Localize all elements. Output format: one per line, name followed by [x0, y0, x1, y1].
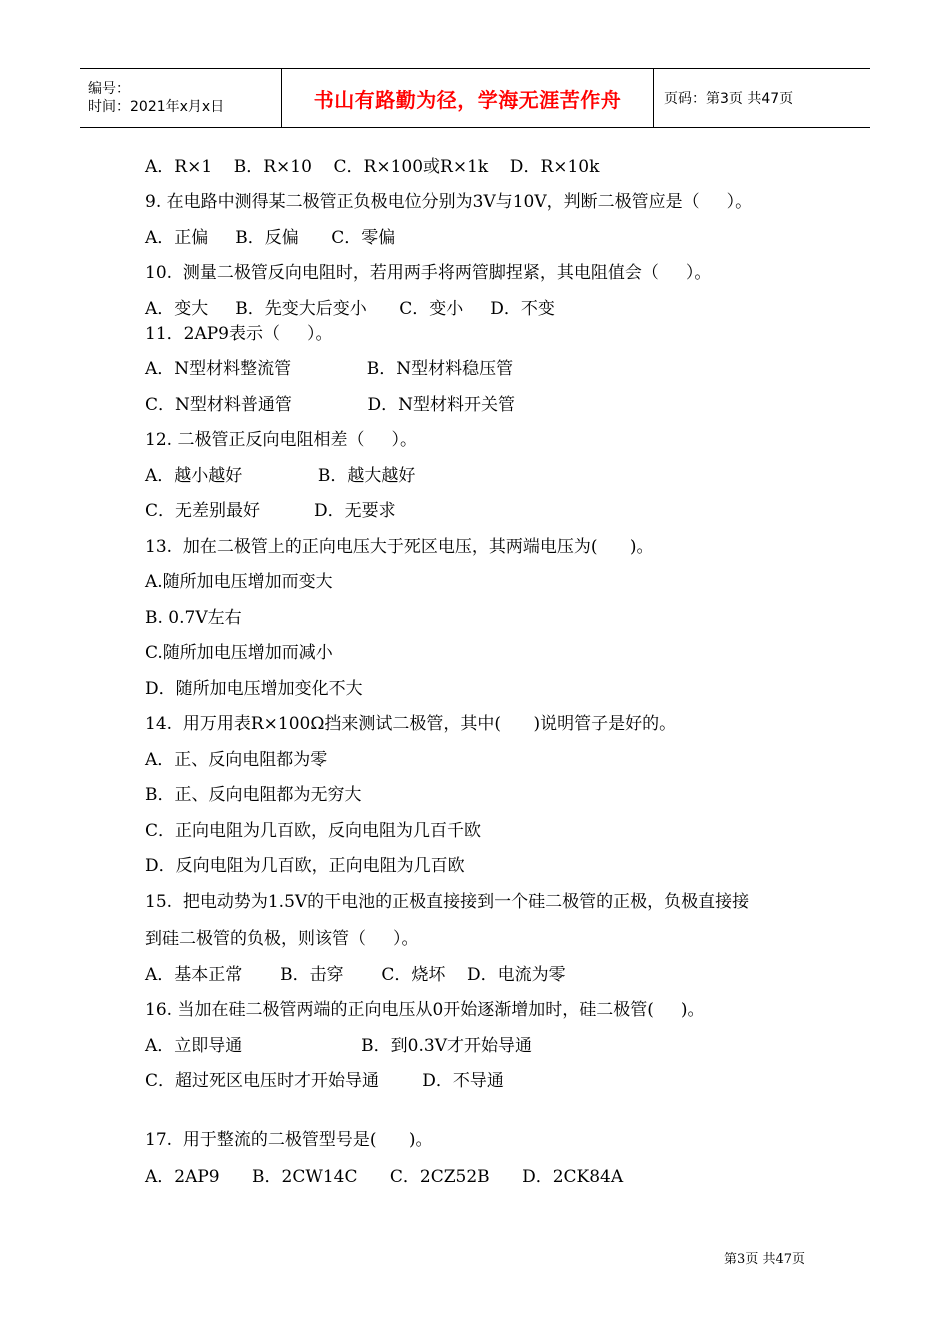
- text-line: 12. 二极管正反向电阻相差（ ）。: [145, 430, 417, 450]
- text-line: C．正向电阻为几百欧，反向电阻为几百千欧: [145, 821, 482, 841]
- text-line: A．基本正常 B．击穿 C．烧坏 D．电流为零: [145, 965, 566, 985]
- text-line: C．超过死区电压时才开始导通 D．不导通: [145, 1071, 504, 1091]
- text-line: A．变大 B．先变大后变小 C．变小 D．不变: [145, 299, 555, 319]
- page-header: [80, 68, 870, 128]
- text-line: 10. 测量二极管反向电阻时，若用两手将两管脚捏紧，其电阻值会（ ）。: [145, 263, 712, 283]
- text-line: A．正、反向电阻都为零: [145, 750, 328, 770]
- text-line: 16. 当加在硅二极管两端的正向电压从0开始逐渐增加时，硅二极管( )。: [145, 1000, 705, 1020]
- text-line: 9. 在电路中测得某二极管正负极电位分别为3V与10V，判断二极管应是（ ）。: [145, 192, 753, 212]
- text-line: A．正偏 B．反偏 C．零偏: [145, 228, 396, 248]
- text-line: 14. 用万用表R×100Ω挡来测试二极管，其中( )说明管子是好的。: [145, 714, 677, 734]
- text-line: B. 0.7V左右: [145, 608, 242, 628]
- text-line: 17. 用于整流的二极管型号是( )。: [145, 1130, 433, 1150]
- header-meta: [80, 69, 282, 127]
- text-line: 13. 加在二极管上的正向电压大于死区电压，其两端电压为( )。: [145, 537, 654, 557]
- serial-number-label: 编号：: [88, 81, 130, 97]
- text-line: D．反向电阻为几百欧，正向电阻为几百欧: [145, 856, 465, 876]
- text-line: A．R×1 B．R×10 C．R×100或R×1k D．R×10k: [145, 157, 600, 177]
- text-line: C．无差别最好 D．无要求: [145, 501, 396, 521]
- text-line: A．2AP9 B．2CW14C C．2CZ52B D．2CK84A: [145, 1167, 624, 1187]
- text-line: 到硅二极管的负极，则该管（ ）。: [145, 929, 419, 949]
- text-line: C．N型材料普通管 D．N型材料开关管: [145, 395, 516, 415]
- text-line: A．越小越好 B．越大越好: [145, 466, 416, 486]
- text-line: A.随所加电压增加而变大: [145, 572, 333, 592]
- text-line: B．正、反向电阻都为无穷大: [145, 785, 362, 805]
- header-page-info: 页码：第3页 共47页: [664, 91, 794, 107]
- text-line: D．随所加电压增加变化不大: [145, 679, 363, 699]
- text-line: C.随所加电压增加而减小: [145, 643, 333, 663]
- text-line: A．立即导通 B．到0.3V才开始导通: [145, 1036, 532, 1056]
- header-motto: 书山有路勤为径，学海无涯苦作舟: [282, 69, 654, 127]
- text-line: 15. 把电动势为1.5V的干电池的正极直接接到一个硅二极管的正极，负极直接接: [145, 892, 750, 912]
- text-line: A．N型材料整流管 B．N型材料稳压管: [145, 359, 514, 379]
- text-line: 11．2AP9表示（ ）。: [145, 324, 333, 344]
- page-footer: 第3页 共47页: [724, 1252, 805, 1267]
- time-label: 时间：2021年x月x日: [88, 99, 225, 115]
